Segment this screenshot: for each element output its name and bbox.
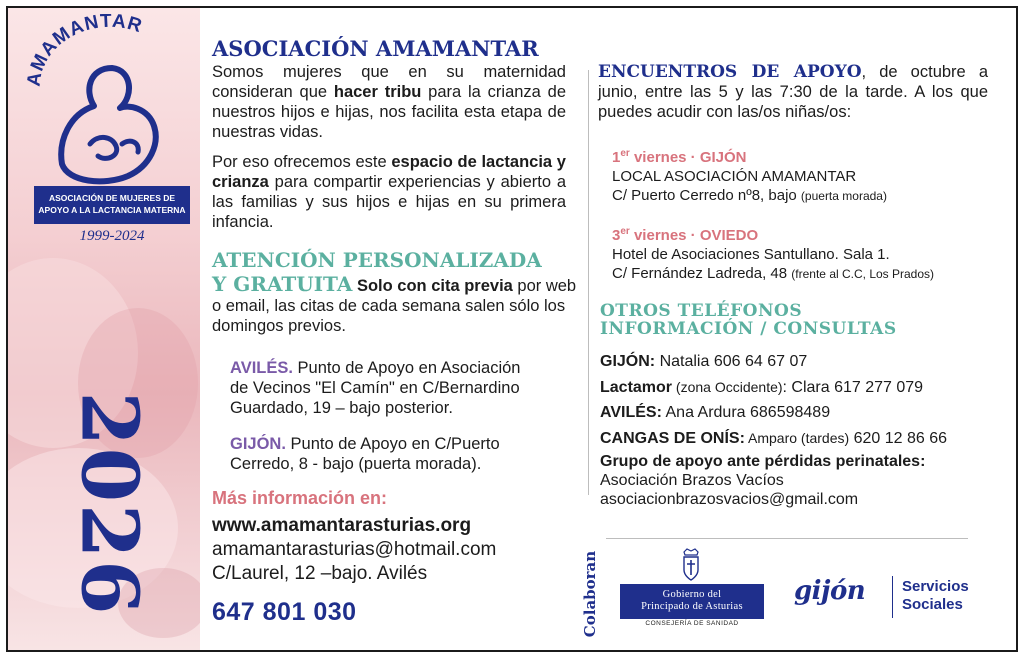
location-city: AVILÉS. (230, 359, 293, 377)
attention-bold: Solo con cita previa (352, 277, 513, 295)
year-label: 2026 (63, 391, 155, 617)
phone-label: AVILÉS: (600, 404, 662, 421)
logo-arc-label: AMAMANTAR (23, 14, 146, 88)
encuentros-paragraph (598, 62, 988, 122)
phone-aviles (600, 403, 1010, 422)
right-column (596, 8, 1016, 650)
meeting-sup: er (620, 148, 630, 159)
serv-line: Servicios (902, 578, 969, 595)
intro-paragraph (212, 62, 566, 142)
phone-label: Lactamor (600, 379, 673, 396)
space-paragraph (212, 152, 566, 232)
perinatal-title: Grupo de apoyo ante pérdidas perinatales: (600, 453, 926, 470)
more-info-heading: Más información en: (212, 488, 388, 508)
mother-child-logo-icon (50, 60, 170, 188)
phone-label: CANGAS DE ONÍS: (600, 430, 745, 447)
phone-gijon (600, 352, 1010, 371)
meeting-heading (612, 144, 992, 167)
gobierno-asturias-logo (620, 584, 764, 618)
meeting-address-line (612, 186, 992, 206)
asturias-crest-icon (680, 548, 702, 582)
meeting-oviedo (612, 222, 992, 284)
gijon-separator (892, 576, 893, 618)
perinatal-name: Asociación Brazos Vacíos (600, 472, 784, 489)
other-phones-line: INFORMACIÓN / CONSULTAS (600, 319, 897, 339)
perinatal-email[interactable]: asociacionbrazosvacios@gmail.com (600, 491, 859, 508)
servicios-sociales-logo (902, 578, 969, 614)
meeting-num: 1 (612, 149, 621, 166)
meeting-place: Hotel de Asociaciones Santullano. Sala 1. (612, 246, 890, 263)
middle-column (208, 8, 583, 650)
intro-text: para la crianza de nuestros hijos e hijas, nos facilita esta etapa de nuestras vidas. (212, 83, 567, 141)
logo-band-line: APOYO A LA LACTANCIA MATERNA (38, 205, 186, 215)
location-city: GIJÓN. (230, 435, 286, 453)
column-divider (588, 70, 589, 495)
other-phones-line: OTROS TELÉFONOS (600, 301, 803, 321)
attention-text: por web o email, las citas de cada semana salen sólo los domingos previos. (212, 277, 577, 335)
flyer (6, 6, 1018, 652)
address: C/Laurel, 12 –bajo. Avilés (212, 563, 428, 584)
space-text: Por eso ofrecemos este (212, 153, 392, 171)
phone-contact[interactable]: Ana Ardura 686598489 (661, 404, 831, 421)
association-title: ASOCIACIÓN AMAMANTAR (212, 36, 539, 61)
meeting-address-line (612, 264, 992, 284)
main-phone[interactable]: 647 801 030 (212, 598, 357, 626)
attention-title: ATENCIÓN PERSONALIZADA (212, 248, 542, 272)
location-aviles (230, 358, 530, 418)
intro-text: Somos mujeres que en su maternidad consideran que (212, 63, 566, 101)
meeting-heading (612, 222, 992, 245)
phone-contact[interactable]: 620 12 86 66 (849, 430, 948, 447)
meeting-head: viernes · OVIEDO (629, 227, 759, 244)
serv-line: Sociales (902, 596, 963, 613)
attention-paragraph (212, 274, 578, 336)
gijon-logo: gijón (794, 576, 866, 606)
phone-note: Amparo (tardes) (744, 430, 850, 446)
meeting-num: 3 (612, 227, 621, 244)
logo-years: 1999-2024 (79, 228, 145, 244)
meeting-place: LOCAL ASOCIACIÓN AMAMANTAR (612, 168, 857, 185)
phone-lactamor (600, 378, 1010, 397)
phone-note: (zona Occidente) (672, 379, 783, 395)
location-text: Punto de Apoyo en Asociación de Vecinos "El Camín" en C/Bernardino Guardado, 19 – bajo posterior. (230, 359, 521, 417)
meeting-head: viernes · GIJÓN (629, 149, 747, 166)
gob-line: Principado de Asturias (641, 601, 743, 612)
intro-bold: hacer tribu (333, 83, 422, 101)
logo-band-line: ASOCIACIÓN DE MUJERES DE (48, 193, 176, 203)
meeting-note: (frente al C.C, Los Prados) (791, 267, 935, 281)
phone-contact[interactable]: : Clara 617 277 079 (782, 379, 924, 396)
attention-title-line2: Y GRATUITA (212, 272, 353, 296)
gob-rule (620, 618, 764, 619)
gob-line: Gobierno del (662, 589, 722, 600)
location-text: Punto de Apoyo en C/Puerto Cerredo, 8 - bajo (puerta morada). (230, 435, 500, 473)
colaboran-vertical (570, 544, 610, 644)
phone-label: GIJÓN: (600, 353, 656, 370)
encuentros-text: , de octubre a junio, entre las 5 y las 7:30 de la tarde. A los que puedes acudir con las/os niñas/os: (598, 63, 988, 121)
phone-contact[interactable]: Natalia 606 64 67 07 (655, 353, 808, 370)
other-phones-title (600, 302, 897, 338)
year-vertical (63, 391, 155, 617)
encuentros-title: ENCUENTROS DE APOYO (598, 62, 862, 82)
meeting-note: (puerta morada) (800, 189, 887, 203)
location-gijon (230, 434, 530, 474)
meeting-gijon (612, 144, 992, 206)
logo-band (34, 186, 190, 224)
footer-divider (606, 538, 968, 539)
colaboran-label: Colaboran (581, 550, 599, 638)
meeting-address: C/ Fernández Ladreda, 48 (612, 265, 792, 282)
space-bold: espacio de lactancia y crianza (212, 153, 566, 191)
gob-subtitle: CONSEJERÍA DE SANIDAD (645, 620, 739, 627)
phone-cangas (600, 429, 1010, 448)
website-link[interactable]: www.amamantarasturias.org (212, 515, 472, 536)
meeting-sup: er (620, 226, 630, 237)
meeting-address: C/ Puerto Cerredo nº8, bajo (612, 187, 801, 204)
space-text: para compartir experiencias y abierto a las familias y sus hijos e hijas en su primera infancia. (212, 173, 566, 231)
photo-strip (8, 8, 200, 650)
perinatal-group (600, 452, 1010, 509)
email-link[interactable]: amamantarasturias@hotmail.com (212, 539, 497, 560)
